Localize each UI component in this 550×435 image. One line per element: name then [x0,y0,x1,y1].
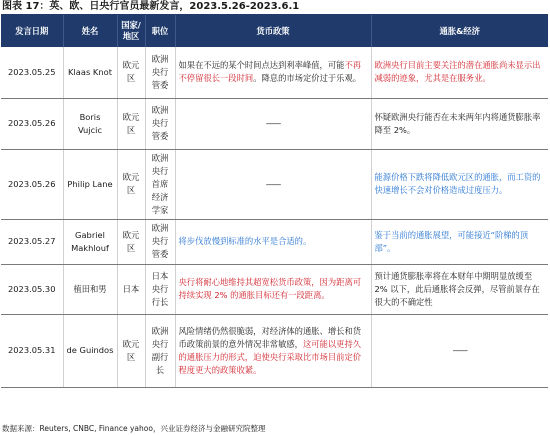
cell-monetary-policy [175,98,371,149]
cell-date: 2023.05.26 [1,98,63,149]
cell-position: 欧洲央行管委 [145,47,175,98]
cell-name: 植田和男 [63,264,117,314]
cell-region: 欧元区 [117,47,145,98]
table-row [1,314,548,387]
cell-monetary-policy [175,264,371,314]
header-position: 职位 [145,15,175,47]
table-row [1,98,548,149]
cell-position: 欧洲央行副行长 [145,314,175,387]
statement-text: 不再不停留很长一段时间 [178,60,362,84]
statement-text: 如果在不远的某个时间点达到利率峰值，可能 [178,60,345,71]
empty-dash: —— [265,178,281,189]
statement-text: 将步伐放慢到标准的水平是合适的。 [178,236,312,246]
empty-dash: —— [265,118,281,128]
cell-position: 欧洲央行管委 [145,98,175,149]
cell-name: Philip Lane [63,149,117,219]
cell-monetary-policy [175,149,371,219]
table-header-row [1,15,548,47]
figure-title: 图表 17：英、欧、日央行官员最新发言，2023.5.26-2023.6.1 [2,1,300,12]
cell-date: 2023.05.31 [1,314,63,387]
cell-region: 欧元区 [117,219,145,264]
statement-text: 鉴于当前的通胀展望，可能接近“阶梯的顶部”。 [374,229,529,253]
table-row [1,219,548,264]
header-name: 姓名 [63,15,117,47]
statement-text: 能源价格下跌将降低欧元区的通胀，而工资的快速增长不会对价格造成过度压力。 [374,172,541,195]
cell-name: de Guindos [63,314,117,387]
cell-monetary-policy [175,314,371,387]
cell-date: 2023.05.30 [1,264,63,314]
cell-region: 欧元区 [117,149,145,219]
cell-date: 2023.05.27 [1,219,63,264]
cell-region: 欧元区 [117,314,145,387]
cell-position: 欧洲央行管委 [145,219,175,264]
statement-text: 预计通货膨胀率将在本财年中期明显放缓至 2% 以下，此后通胀将会反弹，尽管前景存在很大的不确定性 [374,270,540,307]
cell-date: 2023.05.26 [1,149,63,219]
cell-inflation-economy [371,149,548,219]
header-monetary-policy: 货币政策 [175,15,371,47]
cell-inflation-economy [371,98,548,149]
header-inflation-economy: 通胀&经济 [371,15,548,47]
statement-text: 风险情绪仍然很脆弱，对经济体的通胀、增长和货币政策前景的意外情况非常敏感， [178,325,362,349]
cell-name: Gabriel Makhlouf [63,219,117,264]
cell-region: 欧元区 [117,98,145,149]
statement-text: 央行将耐心地维持其超宽松货币政策，因为距离可持续实现 2% 的通胀目标还有一段距离。 [178,277,362,300]
cell-inflation-economy [371,314,548,387]
cell-inflation-economy [371,264,548,314]
source-note: 数据来源：Reuters, CNBC, Finance yahoo，兴业证券经济与金融研究院整理 [2,424,266,433]
cell-position: 日本央行行长 [145,264,175,314]
cell-monetary-policy [175,47,371,98]
cell-name: Klaas Knot [63,47,117,98]
table-row [1,47,548,98]
statement-text: 怀疑欧洲央行能否在未来两年内将通货膨胀率降至 2%。 [374,111,541,135]
statement-text: 这可能以更持久的通胀压力的形式，迫使央行采取比市场目前定价程度更大的政策收紧。 [178,338,362,375]
cell-region: 日本 [117,264,145,314]
cell-date: 2023.05.25 [1,47,63,98]
header-date: 发言日期 [1,15,63,47]
statement-text: 欧洲央行目前主要关注的潜在通胀尚未显示出减弱的迹象，尤其是在服务业。 [374,60,541,84]
officials-statements-table [1,15,548,388]
table-row [1,149,548,219]
cell-inflation-economy [371,219,548,264]
cell-position: 欧洲央行首席经济学家 [145,149,175,219]
empty-dash: —— [452,345,468,355]
cell-monetary-policy [175,219,371,264]
header-region: 国家/地区 [117,15,145,47]
cell-inflation-economy [371,47,548,98]
statement-text: 。降息的市场定价过于乐观。 [253,73,362,84]
cell-name: Boris Vujcic [63,98,117,149]
table-row [1,264,548,314]
